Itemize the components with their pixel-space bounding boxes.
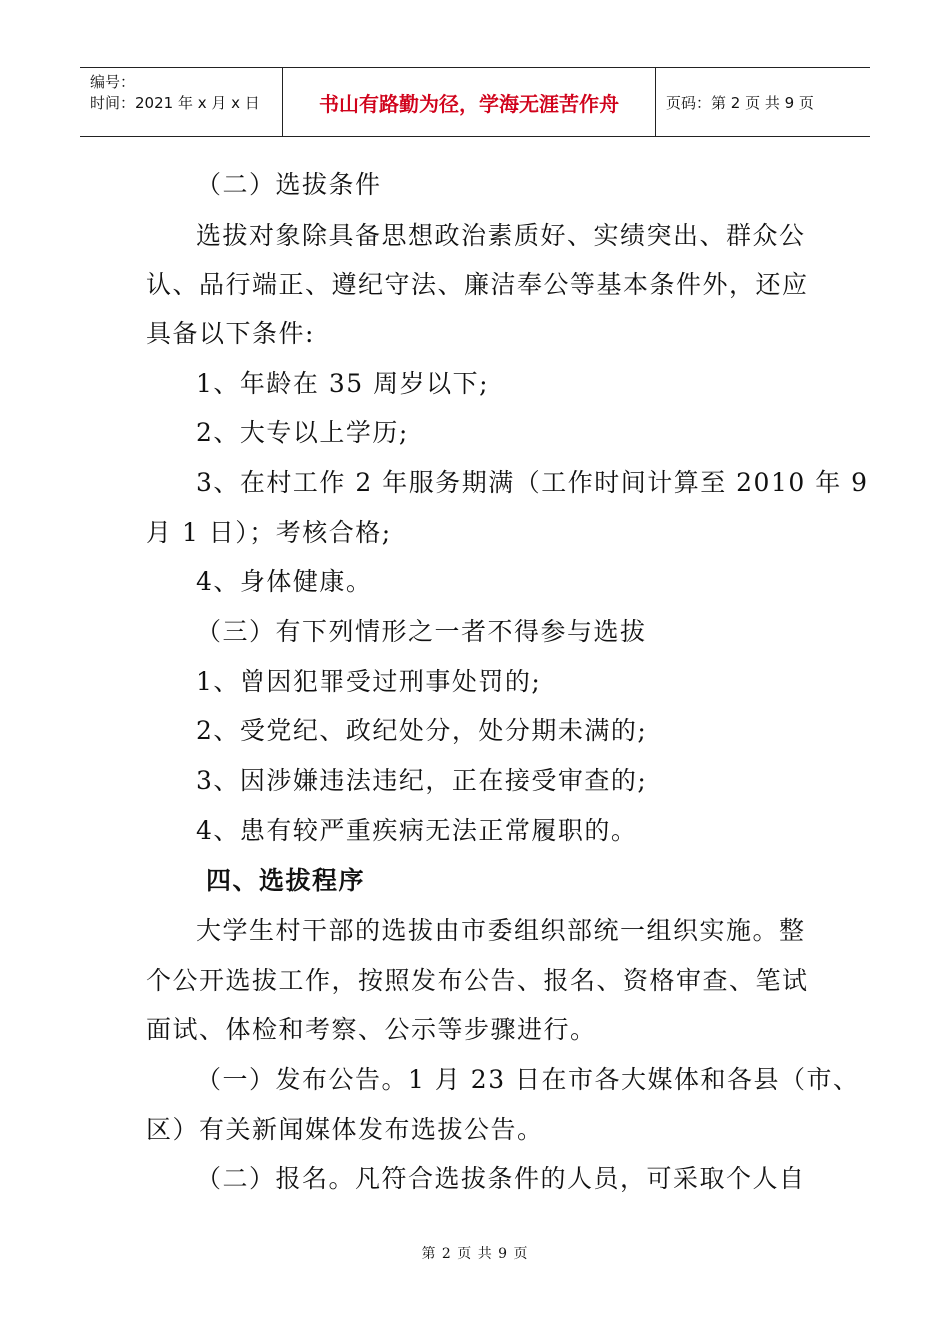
page-header [80,67,870,137]
list-item: 3、因涉嫌违法违纪，正在接受审查的; [196,766,648,795]
list-item: 1、曾因犯罪受过刑事处罚的; [196,667,542,696]
paragraph-line: （一）发布公告。1 月 23 日在市各大媒体和各县（市、 [196,1065,860,1094]
paragraph-line: 认、品行端正、遵纪守法、廉洁奉公等基本条件外，还应 [146,270,809,299]
paragraph-line: 大学生村干部的选拔由市委组织部统一组织实施。整 [196,916,806,945]
header-motto: 书山有路勤为径，学海无涯苦作舟 [283,68,656,136]
section-heading-procedure: 四、选拔程序 [206,866,366,895]
paragraph-line: （二）报名。凡符合选拔条件的人员，可采取个人自 [196,1164,806,1193]
list-item: 3、在村工作 2 年服务期满（工作时间计算至 2010 年 9 [196,468,869,497]
list-item-continuation: 月 1 日）；考核合格; [146,518,392,547]
list-item: 2、大专以上学历; [196,418,409,447]
paragraph-line: 区）有关新闻媒体发布选拔公告。 [146,1115,544,1144]
list-item: 4、身体健康。 [196,567,373,596]
header-meta [80,68,283,136]
section-heading-exclusions: （三）有下列情形之一者不得参与选拔 [196,617,647,646]
paragraph-line: 选拔对象除具备思想政治素质好、实绩突出、群众公 [196,221,806,250]
list-item: 1、年龄在 35 周岁以下; [196,369,490,398]
list-item: 4、患有较严重疾病无法正常履职的。 [196,816,638,845]
paragraph-line: 面试、体检和考察、公示等步骤进行。 [146,1015,597,1044]
document-number-label: 编号： [90,73,136,91]
paragraph-line: 具备以下条件: [146,319,315,348]
paragraph-line: 个公开选拔工作，按照发布公告、报名、资格审查、笔试 [146,966,809,995]
section-heading-selection-conditions: （二）选拔条件 [196,170,382,199]
page-footer: 第 2 页 共 9 页 [421,1246,529,1262]
header-page-info: 页码：第 2 页 共 9 页 [666,93,814,112]
document-date: 时间：2021 年 x 月 x 日 [90,94,260,112]
list-item: 2、受党纪、政纪处分，处分期未满的; [196,716,648,745]
